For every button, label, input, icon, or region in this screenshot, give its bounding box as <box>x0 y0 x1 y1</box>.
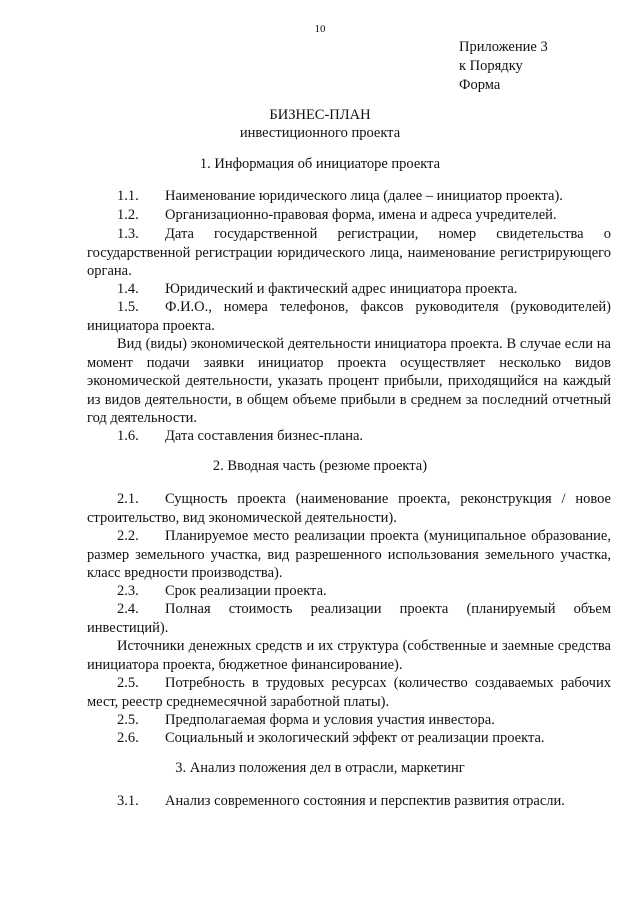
item-text: Вид (виды) экономической деятельности инициатора проекта. В случае если на момент подачи заявки инициатор проекта осуществляет несколько видов экономической деятельности, указать процент прибыли, приходящийся на каждый из видов деятельности, в общем объеме прибыли в среднем за последний отчетный год деятельности. <box>87 336 611 427</box>
paragraph-2-1 <box>87 490 611 527</box>
item-text: Срок реализации проекта. <box>165 583 327 599</box>
section-2-heading: 2. Вводная часть (резюме проекта) <box>212 458 428 474</box>
paragraph-2-6 <box>87 729 611 748</box>
paragraph-2-5-investor <box>87 711 611 730</box>
item-number: 2.2. <box>117 528 139 544</box>
paragraph-1-4 <box>87 280 611 299</box>
item-text: Организационно-правовая форма, имена и адреса учредителей. <box>165 207 557 223</box>
item-number: 1.4. <box>117 281 139 297</box>
appendix-line-1: Приложение 3 <box>459 39 548 55</box>
item-number: 1.6. <box>117 428 139 444</box>
paragraph-1-5 <box>87 298 611 335</box>
page-number: 10 <box>314 23 326 35</box>
item-number: 2.4. <box>117 601 139 617</box>
item-number: 2.6. <box>117 730 139 746</box>
paragraph-1-1 <box>87 187 611 206</box>
item-text: Социальный и экологический эффект от реализации проекта. <box>165 730 545 746</box>
item-number: 1.5. <box>117 299 139 315</box>
item-number: 1.1. <box>117 188 139 204</box>
section-1-heading: 1. Информация об инициаторе проекта <box>199 156 441 172</box>
paragraph-1-activity <box>87 335 611 428</box>
item-text: Источники денежных средств и их структура (собственные и заемные средства инициатора проекта, бюджетное финансирование). <box>87 638 611 673</box>
item-number: 2.3. <box>117 583 139 599</box>
paragraph-2-2 <box>87 527 611 583</box>
paragraph-3-1 <box>87 792 611 811</box>
appendix-line-2: к Порядку <box>459 58 523 74</box>
item-text: Планируемое место реализации проекта (муниципальное образование, размер земельного участка, вид разрешенного использования земельного участка, класс вредности производства). <box>87 528 611 582</box>
paragraph-2-5-labor <box>87 674 611 711</box>
item-number: 1.3. <box>117 226 139 242</box>
item-text: Сущность проекта (наименование проекта, реконструкция / новое строительство, вид экономической деятельности). <box>87 491 611 526</box>
appendix-block <box>459 38 548 95</box>
item-number: 2.5. <box>117 712 139 728</box>
item-text: Юридический и фактический адрес инициатора проекта. <box>165 281 518 297</box>
item-text: Анализ современного состояния и перспектив развития отрасли. <box>165 793 565 809</box>
item-text: Предполагаемая форма и условия участия инвестора. <box>165 712 495 728</box>
section-3-heading: 3. Анализ положения дел в отрасли, маркетинг <box>175 760 465 776</box>
item-text: Наименование юридического лица (далее – инициатор проекта). <box>165 188 563 204</box>
item-number: 3.1. <box>117 793 139 809</box>
paragraph-1-3 <box>87 225 611 281</box>
paragraph-1-6 <box>87 427 611 446</box>
paragraph-2-4 <box>87 600 611 637</box>
item-text: Ф.И.О., номера телефонов, факсов руководителя (руководителей) инициатора проекта. <box>87 299 611 334</box>
item-text: Дата государственной регистрации, номер свидетельства о государственной регистрации юридического лица, наименование регистрирующего органа. <box>87 226 611 280</box>
paragraph-2-3 <box>87 582 611 601</box>
document-subtitle: инвестиционного проекта <box>239 125 401 141</box>
item-text: Полная стоимость реализации проекта (планируемый объем инвестиций). <box>87 601 611 636</box>
item-text: Дата составления бизнес-плана. <box>165 428 364 444</box>
item-number: 1.2. <box>117 207 139 223</box>
appendix-line-3: Форма <box>459 77 501 93</box>
item-number: 2.5. <box>117 675 139 691</box>
paragraph-1-2 <box>87 206 611 225</box>
paragraph-2-sources <box>87 637 611 674</box>
item-text: Потребность в трудовых ресурсах (количество создаваемых рабочих мест, реестр среднемесячной заработной платы). <box>87 675 611 710</box>
item-number: 2.1. <box>117 491 139 507</box>
document-title: БИЗНЕС-ПЛАН <box>269 107 371 123</box>
